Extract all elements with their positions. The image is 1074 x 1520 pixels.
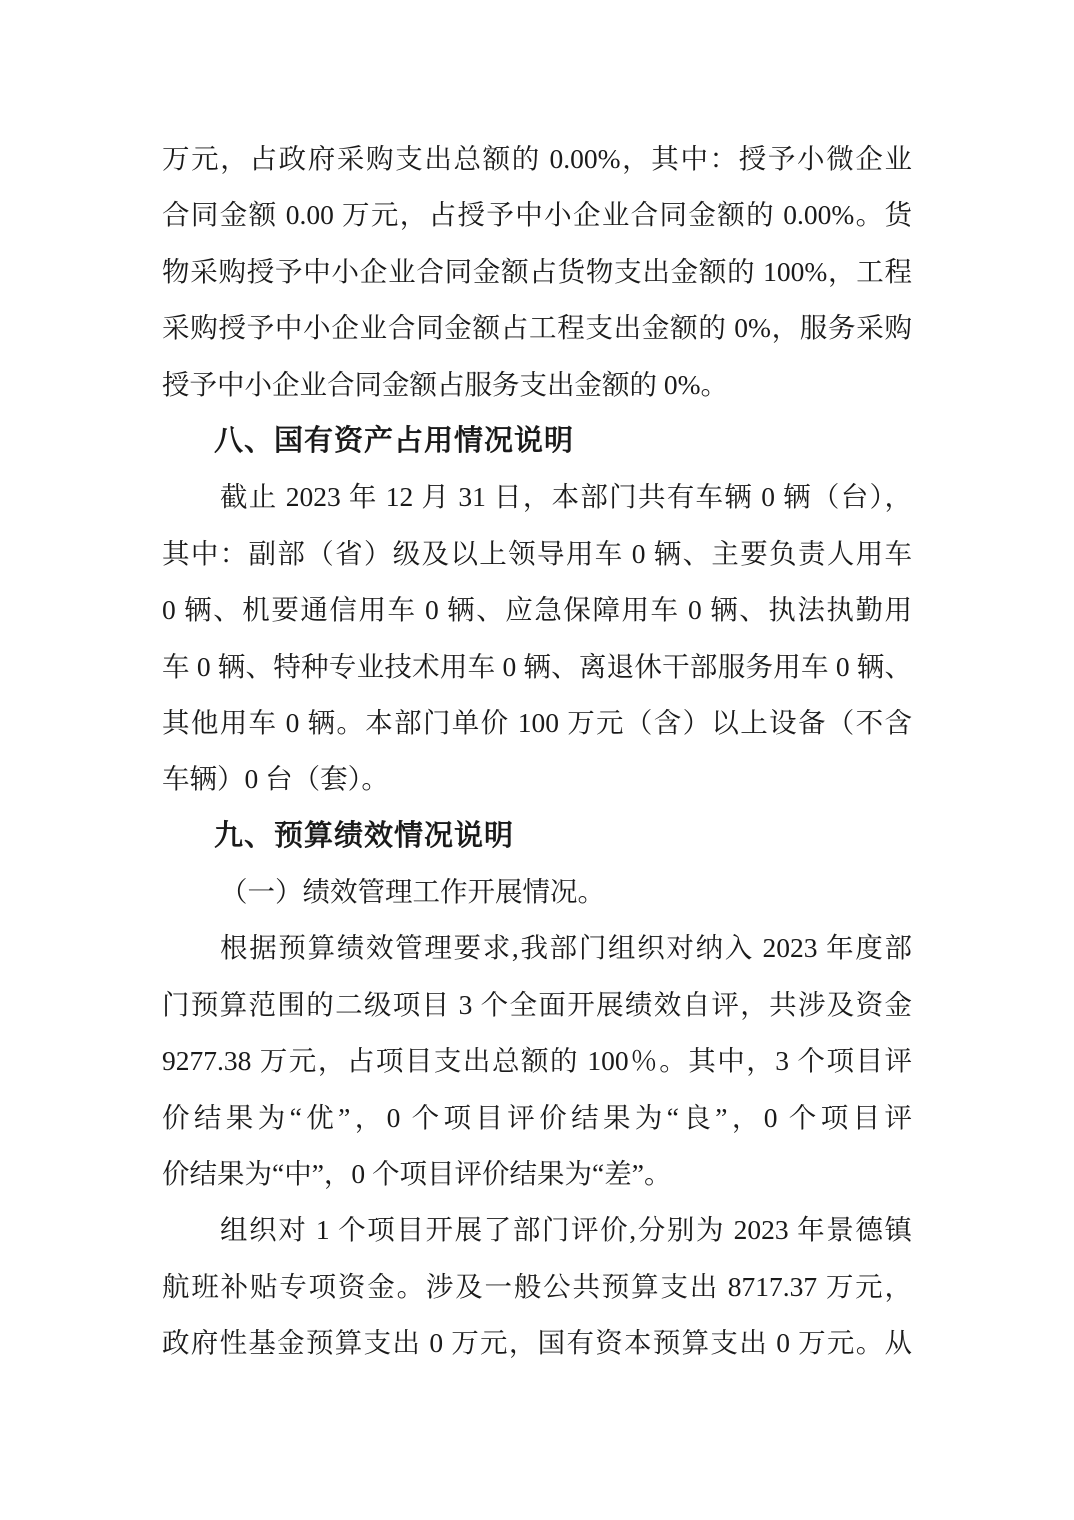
text-line: 价结果为“中”，0 个项目评价结果为“差”。 (162, 1158, 672, 1190)
text-line: 根据预算绩效管理要求,我部门组织对纳入 2023 年度部 (220, 932, 912, 964)
text-line: 组织对 1 个项目开展了部门评价,分别为 2023 年景德镇 (220, 1214, 912, 1246)
text-line: 门预算范围的二级项目 3 个全面开展绩效自评，共涉及资金 (162, 988, 912, 1020)
document-text-block (162, 131, 912, 1372)
text-line: 价结果为“优”，0 个项目评价结果为“良”，0 个项目评 (162, 1101, 912, 1133)
text-line: 0 辆、机要通信用车 0 辆、应急保障用车 0 辆、执法执勤用 (162, 594, 912, 626)
text-line: 授予中小企业合同金额占服务支出金额的 0%。 (162, 368, 729, 400)
text-line: 航班补贴专项资金。涉及一般公共预算支出 8717.37 万元， (162, 1270, 912, 1302)
text-line: 9277.38 万元，占项目支出总额的 100％。其中，3 个项目评 (162, 1045, 912, 1077)
text-line: 万元，占政府采购支出总额的 0.00%，其中：授予小微企业 (162, 143, 912, 174)
text-line: 截止 2023 年 12 月 31 日，本部门共有车辆 0 辆（台）， (220, 481, 912, 513)
section-heading-budget-performance: 九、预算绩效情况说明 (214, 819, 515, 852)
text-line: 其他用车 0 辆。本部门单价 100 万元（含）以上设备（不含 (162, 706, 912, 738)
text-line: 合同金额 0.00 万元，占授予中小企业合同金额的 0.00%。货 (162, 199, 912, 231)
section-heading-state-assets: 八、国有资产占用情况说明 (214, 424, 575, 457)
text-line: 物采购授予中小企业合同金额占货物支出金额的 100%，工程 (162, 255, 912, 287)
text-line: 车 0 辆、特种专业技术用车 0 辆、离退休干部服务用车 0 辆、 (162, 650, 912, 682)
text-line: 车辆）0 台（套）。 (162, 763, 389, 795)
text-line: 其中：副部（省）级及以上领导用车 0 辆、主要负责人用车 (162, 537, 912, 569)
text-line: 采购授予中小企业合同金额占工程支出金额的 0%，服务采购 (162, 312, 912, 344)
text-line: （一）绩效管理工作开展情况。 (220, 876, 605, 908)
text-line: 政府性基金预算支出 0 万元，国有资本预算支出 0 万元。从 (162, 1327, 912, 1359)
